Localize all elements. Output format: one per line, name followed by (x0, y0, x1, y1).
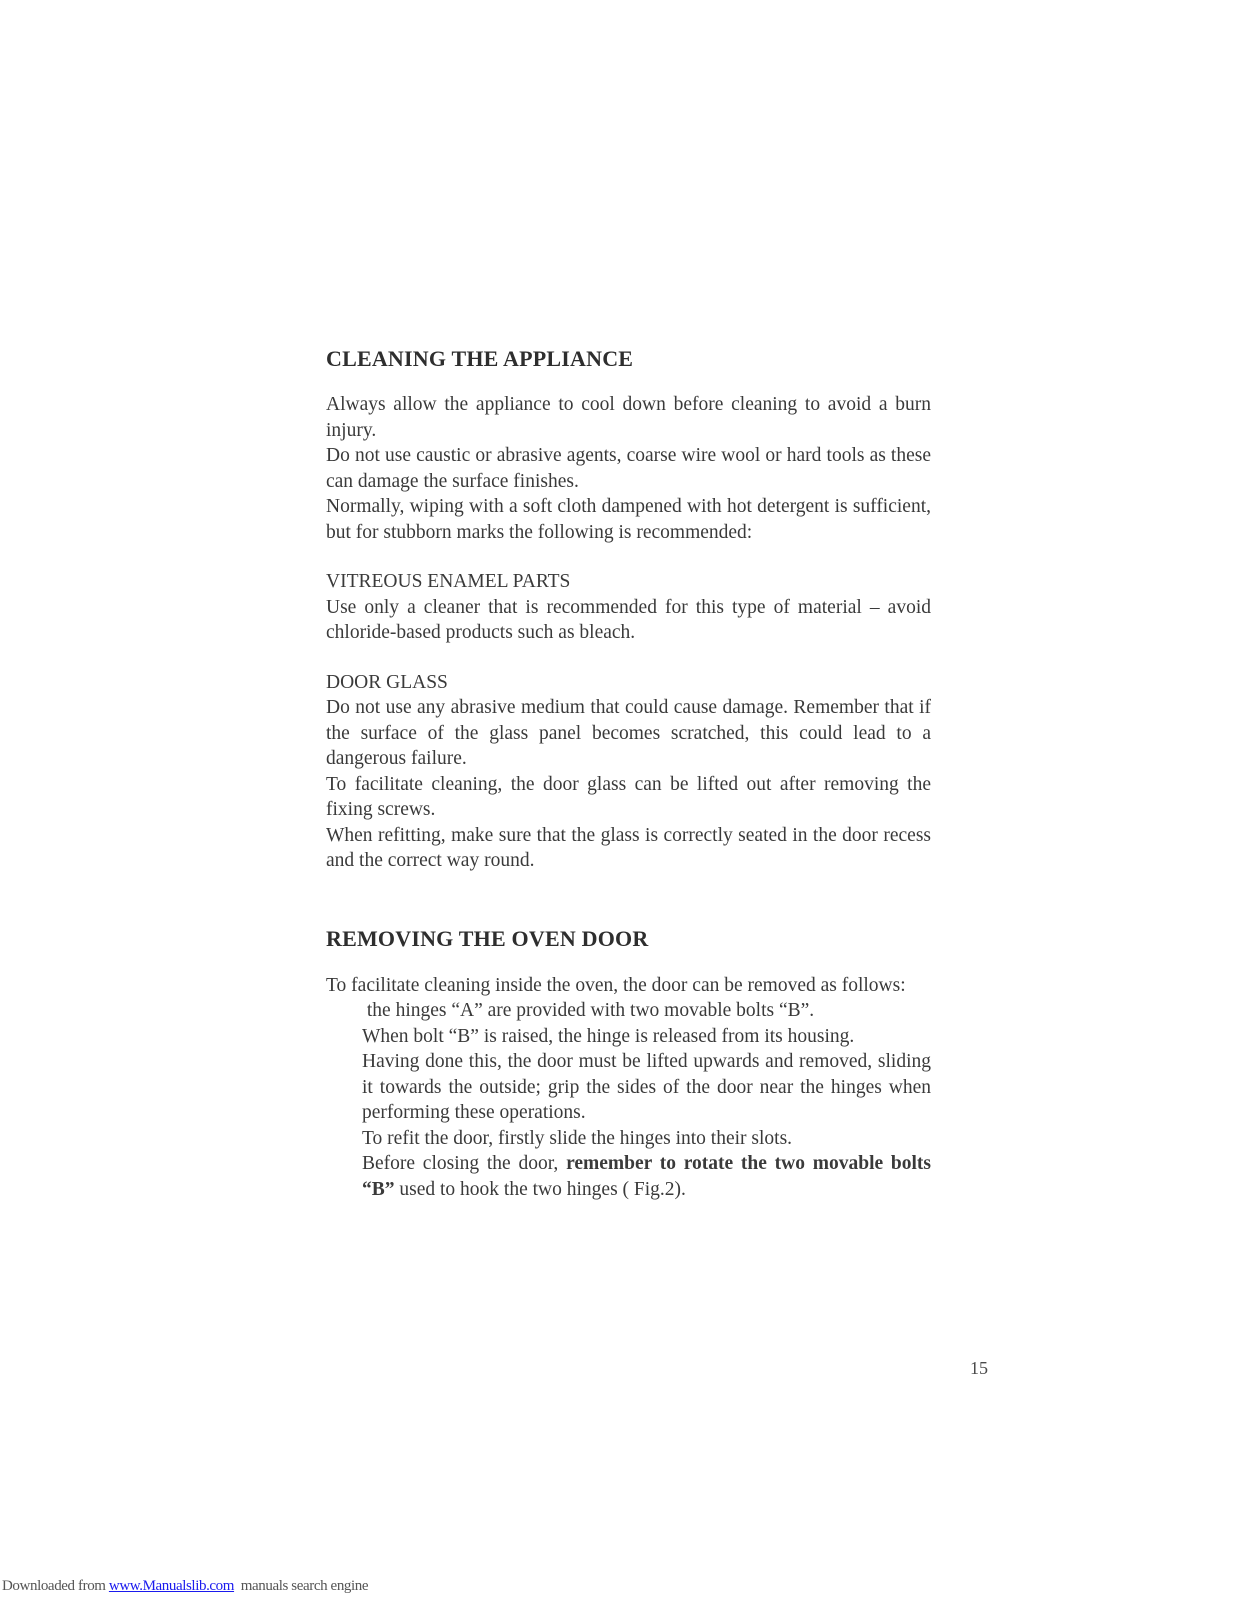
step-final-after: used to hook the two hinges ( Fig.2). (394, 1178, 686, 1200)
paragraph: Do not use caustic or abrasive agents, coarse wire wool or hard tools as these can damage the surface finishes. (326, 445, 931, 492)
door-glass-section (326, 670, 931, 874)
section-title-removing-door: REMOVING THE OVEN DOOR (326, 925, 649, 951)
vitreous-enamel-section (326, 569, 931, 646)
step: the hinges “A” are provided with two movable bolts “B”. (362, 1000, 815, 1021)
step-final-before: Before closing the door, (362, 1153, 567, 1174)
section-title-cleaning: CLEANING THE APPLIANCE (326, 346, 634, 371)
step: Having done this, the door must be lifted upwards and removed, sliding it towards the outside; grip the sides of the door near the hinges when performing these operations. (362, 1051, 931, 1123)
paragraph: When refitting, make sure that the glass is correctly seated in the door recess and the correct way round. (326, 824, 931, 871)
footer-suffix: manuals search engine (234, 1578, 369, 1594)
subheading-vitreous: VITREOUS ENAMEL PARTS (326, 571, 571, 592)
paragraph: Use only a cleaner that is recommended for this type of material – avoid chloride-based products such as bleach. (326, 596, 931, 643)
page-content (326, 345, 931, 1202)
removing-door-body (326, 973, 931, 1203)
step-final (362, 1151, 931, 1202)
paragraph: To facilitate cleaning, the door glass can be lifted out after removing the fixing screws. (326, 773, 931, 820)
door-removal-steps (326, 998, 931, 1202)
step: To refit the door, firstly slide the hinges into their slots. (362, 1127, 793, 1149)
footer (2, 1578, 368, 1595)
footer-prefix: Downloaded from (2, 1578, 109, 1594)
paragraph: Always allow the appliance to cool down before cleaning to avoid a burn injury. (326, 394, 931, 441)
subheading-door-glass: DOOR GLASS (326, 671, 448, 693)
paragraph: To facilitate cleaning inside the oven, the door can be removed as follows: (326, 974, 906, 996)
manualslib-link[interactable]: www.Manualslib.com (108, 1578, 235, 1594)
cleaning-intro (326, 392, 931, 545)
step: When bolt “B” is raised, the hinge is released from its housing. (362, 1025, 855, 1047)
paragraph: Normally, wiping with a soft cloth dampened with hot detergent is sufficient, but for stubborn marks the following is recommended: (326, 496, 931, 543)
page-number: 15 (970, 1358, 988, 1378)
step-final-bold: remember to rotate the two movable bolts “B” (362, 1153, 931, 1200)
paragraph: Do not use any abrasive medium that could cause damage. Remember that if the surface of the glass panel becomes scratched, this could lead to a dangerous failure. (326, 697, 931, 769)
